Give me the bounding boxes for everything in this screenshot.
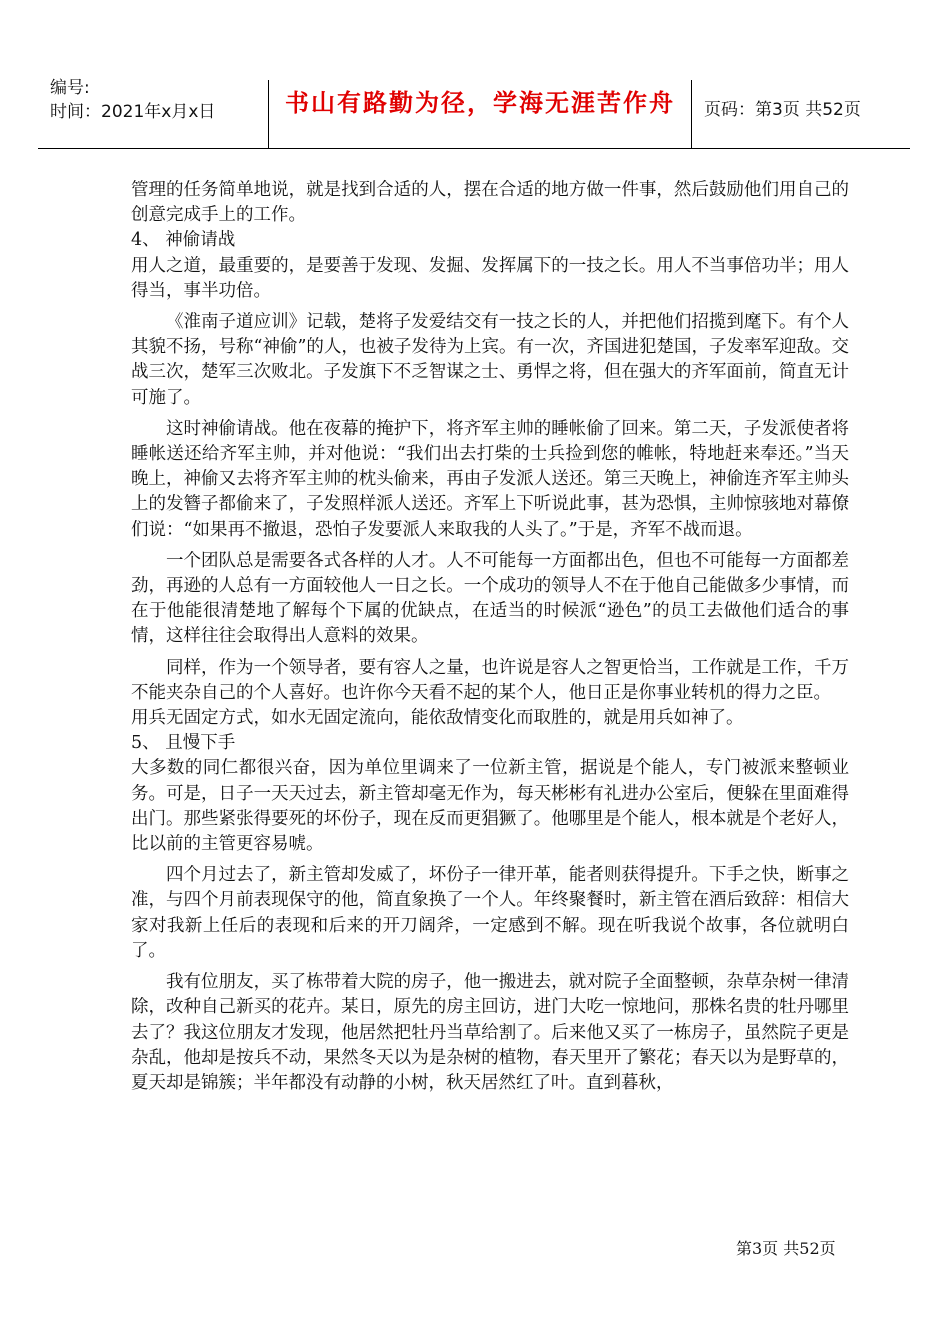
paragraph: 管理的任务简单地说，就是找到合适的人，摆在合适的地方做一件事，然后鼓励他们用自己的创意完成手上的工作。	[131, 180, 849, 226]
section-heading: 4、 神偷请战	[131, 230, 236, 251]
document-number-label: 编号:	[50, 78, 90, 98]
paragraph: 我有位朋友，买了栋带着大院的房子，他一搬进去，就对院子全面整顿，杂草杂树一律清除，改种自己新买的花卉。某日，原先的房主回访，进门大吃一惊地问，那株名贵的牡丹哪里去了？我这位朋友才发现，他居然把牡丹当草给割了。后来他又买了一栋房子，虽然院子更是杂乱，他却是按兵不动，果然冬天以为是杂树的植物，春天里开了繁花；春天以为是野草的，夏天却是锦簇；半年都没有动静的小树，秋天居然红了叶。直到暮秋，	[131, 972, 849, 1093]
paragraph: 用人之道，最重要的，是要善于发现、发掘、发挥属下的一技之长。用人不当事倍功半；用人得当，事半功倍。	[131, 255, 849, 301]
header-page-number: 页码：第3页 共52页	[704, 100, 861, 120]
paragraph: 一个团队总是需要各式各样的人才。人不可能每一方面都出色，但也不可能每一方面都差劲，再逊的人总有一方面较他人一日之长。一个成功的领导人不在于他自己能做多少事情，而在于他能很清楚地了解每个下属的优缺点，在适当的时候派“逊色”的员工去做他们适合的事情，这样往往会取得出人意料的效果。	[131, 550, 849, 647]
header-motto: 书山有路勤为径，学海无涯苦作舟	[285, 89, 675, 117]
header-meta	[50, 76, 278, 148]
paragraph: 用兵无固定方式，如水无固定流向，能依敌情变化而取胜的，就是用兵如神了。	[131, 708, 744, 729]
page-footer: 第3页 共52页	[736, 1239, 836, 1258]
document-time-label: 时间：2021年x月x日	[50, 102, 216, 122]
document-body	[131, 178, 849, 1096]
paragraph: 这时神偷请战。他在夜幕的掩护下，将齐军主帅的睡帐偷了回来。第二天，子发派使者将睡帐送还给齐军主帅，并对他说：“我们出去打柴的士兵捡到您的帷帐，特地赶来奉还。”当天晚上，神偷又去将齐军主帅的枕头偷来，再由子发派人送还。第三天晚上，神偷连齐军主帅头上的发簪子都偷来了，子发照样派人送还。齐军上下听说此事，甚为恐惧，主帅惊骇地对幕僚们说：“如果再不撤退，恐怕子发要派人来取我的人头了。”于是，齐军不战而退。	[131, 418, 849, 540]
paragraph: 大多数的同仁都很兴奋，因为单位里调来了一位新主管，据说是个能人，专门被派来整顿业务。可是，日子一天天过去，新主管却毫无作为，每天彬彬有礼进办公室后，便躲在里面难得出门。那些紧张得要死的坏份子，现在反而更猖獗了。他哪里是个能人，根本就是个老好人，比以前的主管更容易唬。	[131, 758, 849, 855]
paragraph: 四个月过去了，新主管却发威了，坏份子一律开革，能者则获得提升。下手之快，断事之准，与四个月前表现保守的他，简直象换了一个人。年终聚餐时，新主管在酒后致辞：相信大家对我新上任后的表现和后来的开刀阔斧，一定感到不解。现在听我说个故事，各位就明白了。	[131, 865, 849, 961]
header-divider	[691, 80, 692, 148]
paragraph: 同样，作为一个领导者，要有容人之量，也许说是容人之智更恰当，工作就是工作，千万不能夹杂自己的个人喜好。也许你今天看不起的某个人，他日正是你事业转机的得力之臣。	[131, 657, 849, 703]
header-divider	[268, 80, 269, 148]
paragraph: 《淮南子道应训》记载，楚将子发爱结交有一技之长的人，并把他们招揽到麾下。有个人其貌不扬，号称“神偷”的人，也被子发待为上宾。有一次，齐国进犯楚国，子发率军迎敌。交战三次，楚军三次败北。子发旗下不乏智谋之士、勇悍之将，但在强大的齐军面前，简直无计可施了。	[131, 312, 849, 408]
page-header	[38, 72, 910, 149]
section-heading: 5、 且慢下手	[131, 733, 236, 754]
